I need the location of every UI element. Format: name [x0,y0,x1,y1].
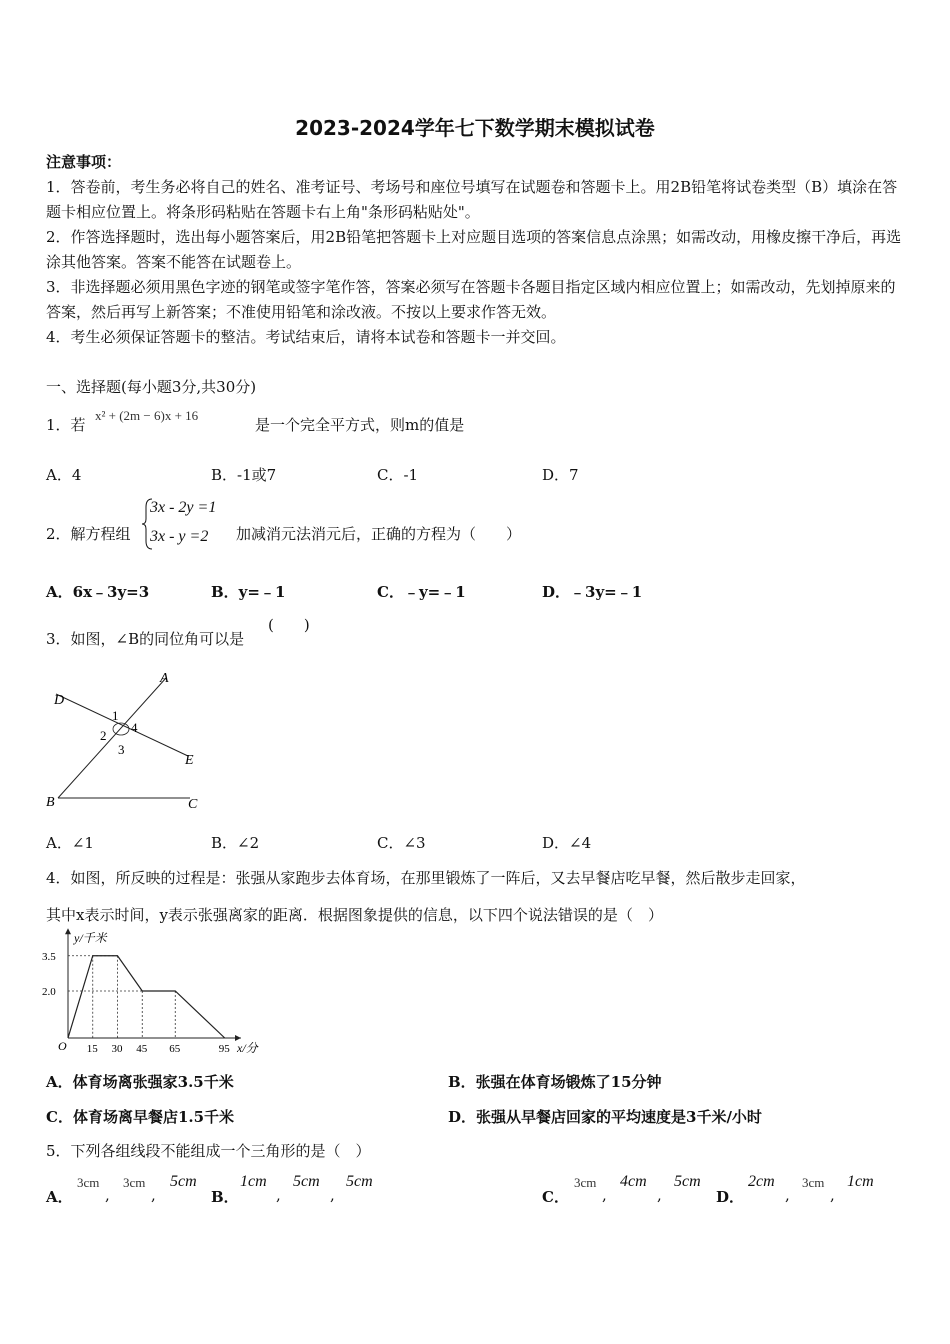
q5-text: 5．下列各组线段不能组成一个三角形的是（ ） [46,1142,371,1160]
notice-item-3: 3．非选择题必须用黑色字迹的钢笔或签字笔作答，答案必须写在答题卡各题目指定区域内相应位置上；如需改动，先划掉原来的答案，然后再写上新答案；不准使用铅笔和涂改液。不按以上要求作答无效。 [46,278,896,321]
label-b: B [46,795,55,810]
notice-item-4: 4．考生必须保证答题卡的整洁。考试结束后，请将本试卷和答题卡一并交回。 [46,328,566,346]
x-tick-label: 30 [111,1043,123,1055]
y-axis-arrow [65,928,71,934]
q2-option-b: B．y=﹣1 [211,583,286,601]
y-axis-label: y/千米 [74,931,107,945]
q5-b-val-3: 5cm [346,1173,373,1190]
notice-heading: 注意事项： [46,153,122,171]
q5-d-val-1: 2cm [748,1173,775,1190]
q3-paren: ( ) [268,616,310,634]
page-title: 2023-2024学年七下数学期末模拟试卷 [295,116,655,140]
q1-prefix: 1．若 [46,416,86,434]
q3-option-d: D．∠4 [542,834,592,852]
q4-chart [40,928,280,1060]
q4-option-c: C．体育场离早餐店1.5千米 [46,1108,235,1126]
q5-a-val-3: 5cm [170,1173,197,1190]
q1-option-b: B．-1或7 [211,466,277,484]
label-4: 4 [131,720,138,735]
q5-d-val-3: 1cm [847,1173,874,1190]
notice-item-1: 1．答卷前，考生务必将自己的姓名、准考证号、考场号和座位号填写在试题卷和答题卡上。用2B铅笔将试卷类型（B）填涂在答题卡相应位置上。将条形码粘贴在答题卡右上角"条形码粘贴处"。 [46,178,898,221]
q4-option-d: D．张强从早餐店回家的平均速度是3千米/小时 [448,1108,762,1126]
comma: , [151,1186,156,1204]
q1-formula: x² + (2m − 6)x + 16 [95,408,199,423]
q1-option-c: C．-1 [377,466,419,484]
y-tick-label: 3.5 [42,950,56,963]
q5-option-d-label: D． [716,1188,745,1206]
comma: , [330,1186,335,1204]
q4-line-1: 4．如图，所反映的过程是：张强从家跑步去体育场，在那里锻炼了一阵后，又去早餐店吃早餐，然后散步走回家， [46,869,806,887]
q3-option-a: A．∠1 [46,834,94,852]
comma: , [276,1186,281,1204]
x-tick-label: 65 [169,1043,181,1055]
label-3: 3 [118,742,125,757]
comma: , [105,1186,110,1204]
q2-option-a: A．6x﹣3y=3 [46,583,150,601]
q5-option-a-label: A． [46,1188,73,1206]
comma: , [830,1186,835,1204]
label-a: A [160,671,169,686]
x-axis-label: x/分 [237,1041,258,1055]
q5-a-val-2: 3cm [123,1175,146,1190]
q2-suffix: 加减消元法消元后，正确的方程为（ ） [236,525,522,543]
x-tick-label: 45 [136,1043,148,1055]
q5-d-val-2: 3cm [802,1175,825,1190]
q5-c-val-2: 4cm [620,1173,647,1190]
x-tick-label: 95 [218,1043,230,1055]
label-1: 1 [112,708,119,723]
distance-line [68,956,225,1038]
label-c: C [188,797,198,812]
origin-label: O [58,1039,67,1053]
q5-b-val-2: 5cm [293,1173,320,1190]
q2-equation-2: 3x - y =2 [150,528,209,545]
y-tick-label: 2.0 [42,986,56,998]
q4-option-a: A．体育场离张强家3.5千米 [46,1073,234,1091]
q4-option-b: B．张强在体育场锻炼了15分钟 [448,1073,662,1091]
label-e: E [185,753,194,768]
q2-equation-1: 3x - 2y =1 [150,499,217,516]
q2-option-c: C．﹣y=﹣1 [377,583,466,601]
q5-option-c-label: C． [542,1188,569,1206]
q5-b-val-1: 1cm [240,1173,267,1190]
q3-option-b: B．∠2 [211,834,260,852]
label-d: D [54,693,65,708]
q3-option-c: C．∠3 [377,834,426,852]
q5-c-val-3: 5cm [674,1173,701,1190]
comma: , [785,1186,790,1204]
q3-figure [40,664,210,814]
q4-line-2: 其中x表示时间，y表示张强离家的距离．根据图象提供的信息，以下四个说法错误的是（ ） [46,906,663,924]
q2-option-d: D．﹣3y=﹣1 [542,583,643,601]
q3-text: 3．如图，∠B的同位角可以是 [46,630,245,648]
q1-suffix: 是一个完全平方式，则m的值是 [255,416,465,434]
x-tick-label: 15 [86,1043,98,1055]
comma: , [602,1186,607,1204]
label-2: 2 [100,728,107,743]
q5-c-val-1: 3cm [574,1175,597,1190]
section-heading: 一、选择题(每小题3分,共30分) [46,378,257,396]
comma: , [657,1186,662,1204]
q2-prefix: 2．解方程组 [46,525,131,543]
q1-option-d: D．7 [542,466,579,484]
q5-option-b-label: B． [211,1188,239,1206]
q1-option-a: A．4 [46,466,82,484]
q5-a-val-1: 3cm [77,1175,100,1190]
notice-item-2: 2．作答选择题时，选出每小题答案后，用2B铅笔把答题卡上对应题目选项的答案信息点涂黑；如需改动，用橡皮擦干净后，再选涂其他答案。答案不能答在试题卷上。 [46,228,902,271]
